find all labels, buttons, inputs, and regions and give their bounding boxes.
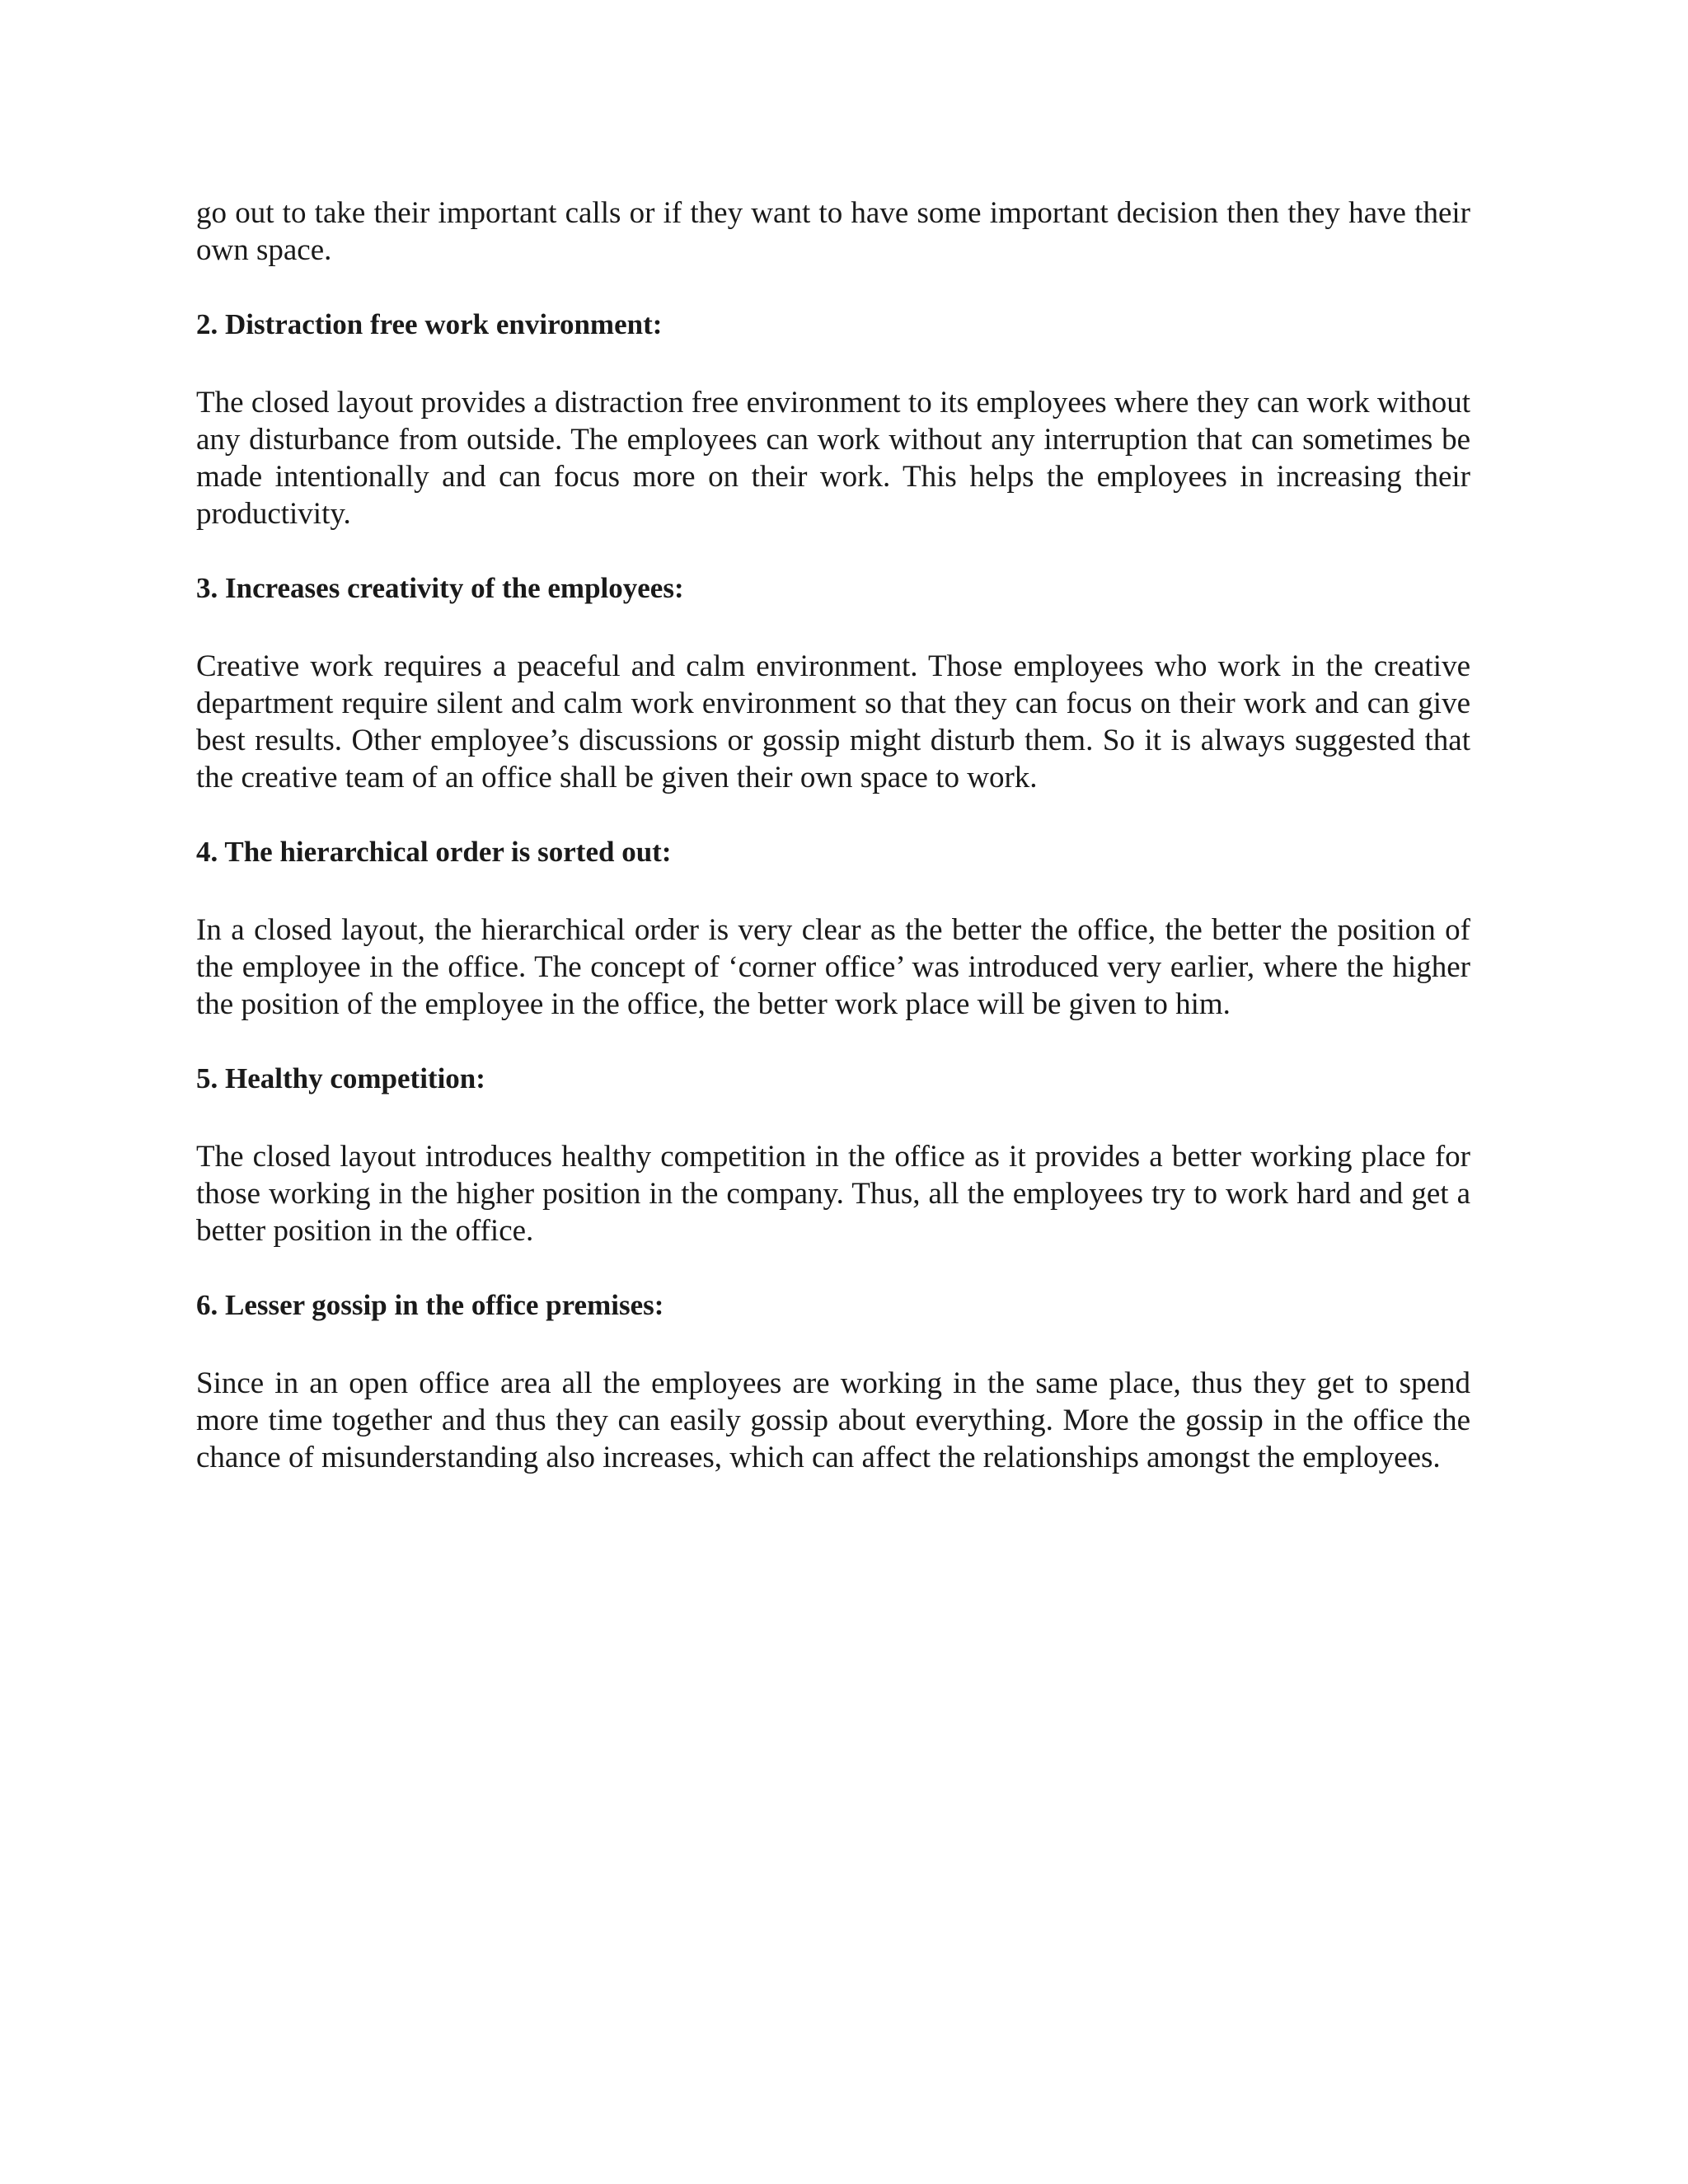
section-heading-hierarchical-order: 4. The hierarchical order is sorted out: bbox=[196, 836, 672, 868]
section-heading-healthy-competition: 5. Healthy competition: bbox=[196, 1062, 485, 1094]
intro-paragraph: go out to take their important calls or if they want to have some important decision then they have their own space. bbox=[196, 196, 1470, 267]
section-heading-distraction-free: 2. Distraction free work environment: bbox=[196, 308, 663, 340]
section-body-healthy-competition: The closed layout introduces healthy competition in the office as it provides a better working place for those working in the higher position in the company. Thus, all the employees try to work hard and get a better position in the office. bbox=[196, 1140, 1470, 1248]
section-body-hierarchical-order: In a closed layout, the hierarchical order is very clear as the better the office, the better the position of the employee in the office. The concept of ‘corner office’ was introduced very earlier, where the higher the position of the employee in the office, the better work place will be given to him. bbox=[196, 913, 1470, 1021]
section-body-creativity: Creative work requires a peaceful and calm environment. Those employees who work in the creative department require silent and calm work environment so that they can focus on their work and can give best results. Other employee’s discussions or gossip might disturb them. So it is always suggested that the creative team of an office shall be given their own space to work. bbox=[196, 649, 1470, 794]
section-heading-lesser-gossip: 6. Lesser gossip in the office premises: bbox=[196, 1289, 664, 1321]
section-body-lesser-gossip: Since in an open office area all the employees are working in the same place, thus they get to spend more time together and thus they can easily gossip about everything. More the gossip in the office the chance of misunderstanding also increases, which can affect the relationships amongst the employees. bbox=[196, 1366, 1470, 1474]
section-heading-creativity: 3. Increases creativity of the employees: bbox=[196, 572, 684, 604]
document-body bbox=[196, 194, 1470, 1476]
section-body-distraction-free: The closed layout provides a distraction free environment to its employees where they can work without any disturbance from outside. The employees can work without any interruption that can sometimes be made intentionally and can focus more on their work. This helps the employees in increasing their productivity. bbox=[196, 386, 1470, 531]
